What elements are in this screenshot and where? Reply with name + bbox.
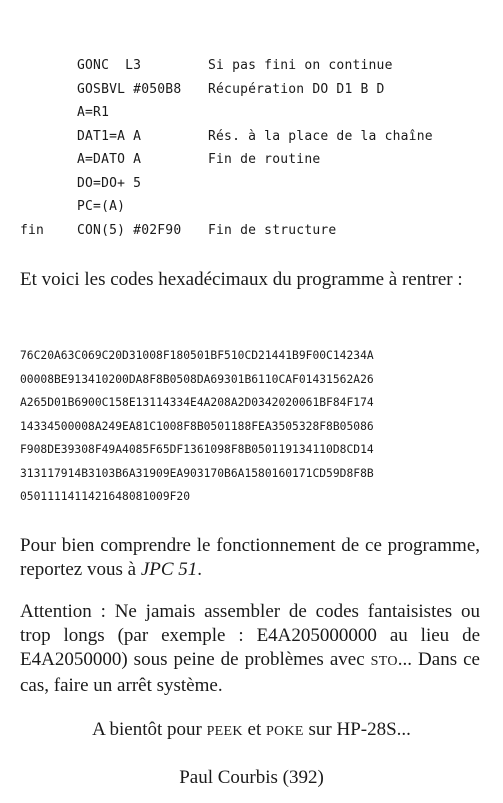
comprendre-paragraph [20,534,480,582]
code-comment: Fin de routine [208,152,321,167]
code-comment: Rés. à la place de la chaîne [208,128,433,144]
author-signature: Paul Courbis (392) [179,767,324,788]
attention-paragraph [20,600,480,698]
attention-text: Attention : Ne jamais assembler de codes fantaisistes ou trop longs (par exemple : E4A205000000 au lieu de E4A2050000) sous peine de problèmes avec [20,601,480,670]
poke-keyword: POKE [266,724,304,739]
hex-line: 14334500008A249EA81C1008F8B0501188FEA3505328F8B05086 [20,419,374,433]
hex-code-block [20,344,490,509]
hex-line: 76C20A63C069C20D31008F180501BF510CD21441B9F00C14234A [20,349,374,362]
code-line [0,101,503,125]
comprendre-text: Pour bien comprendre le fonctionnement de ce programme, reportez vous à [20,535,480,580]
code-line [0,219,503,243]
closing-line [0,718,503,744]
code-comment: Si pas fini on continue [208,58,393,73]
jpc-reference: JPC 51 [140,559,198,580]
code-line [0,125,503,149]
code-label: fin [20,222,45,238]
code-op: GONC L3 [77,58,142,73]
code-line [0,148,503,172]
peek-keyword: PEEK [206,724,243,739]
code-op: A=DATO A [77,152,142,167]
code-op: CON(5) #02F90 [77,222,182,238]
code-line [0,78,503,102]
attention-text-end: ... Dans ce cas, faire un arrêt système. [20,649,480,696]
code-op: A=R1 [77,105,110,120]
code-op: DO=DO+ 5 [77,175,142,191]
closing-mid: et [242,719,267,740]
assembly-listing [0,54,503,242]
code-comment: Récupération DO D1 B D [208,81,385,97]
closing-suffix: sur HP-28S... [303,719,411,740]
hex-line: 0501111411421648081009F20 [20,490,191,503]
code-line [0,195,503,219]
code-op: PC=(A) [77,199,126,214]
code-comment: Fin de structure [208,222,337,238]
code-line [0,172,503,196]
code-line [0,54,503,78]
sto-keyword: STO [370,654,398,669]
hex-line: A265D01B6900C158E13114334E4A208A2D0342020061BF84F174 [20,396,374,409]
code-op: GOSBVL #050B8 [77,81,182,97]
comprendre-end: . [197,559,203,580]
hex-line: 00008BE913410200DA8F8B0508DA69301B6110CAF01431562A26 [20,372,374,386]
hex-line: F908DE39308F49A4085F65DF1361098F8B050119134110D8CD14 [20,443,374,456]
intro-paragraph: Et voici les codes hexadécimaux du programme à rentrer : [20,269,463,290]
hex-line: 313117914B3103B6A31909EA903170B6A1580160171CD59D8F8B [20,466,374,480]
code-op: DAT1=A A [77,128,142,144]
closing-prefix: A bientôt pour [92,719,207,740]
